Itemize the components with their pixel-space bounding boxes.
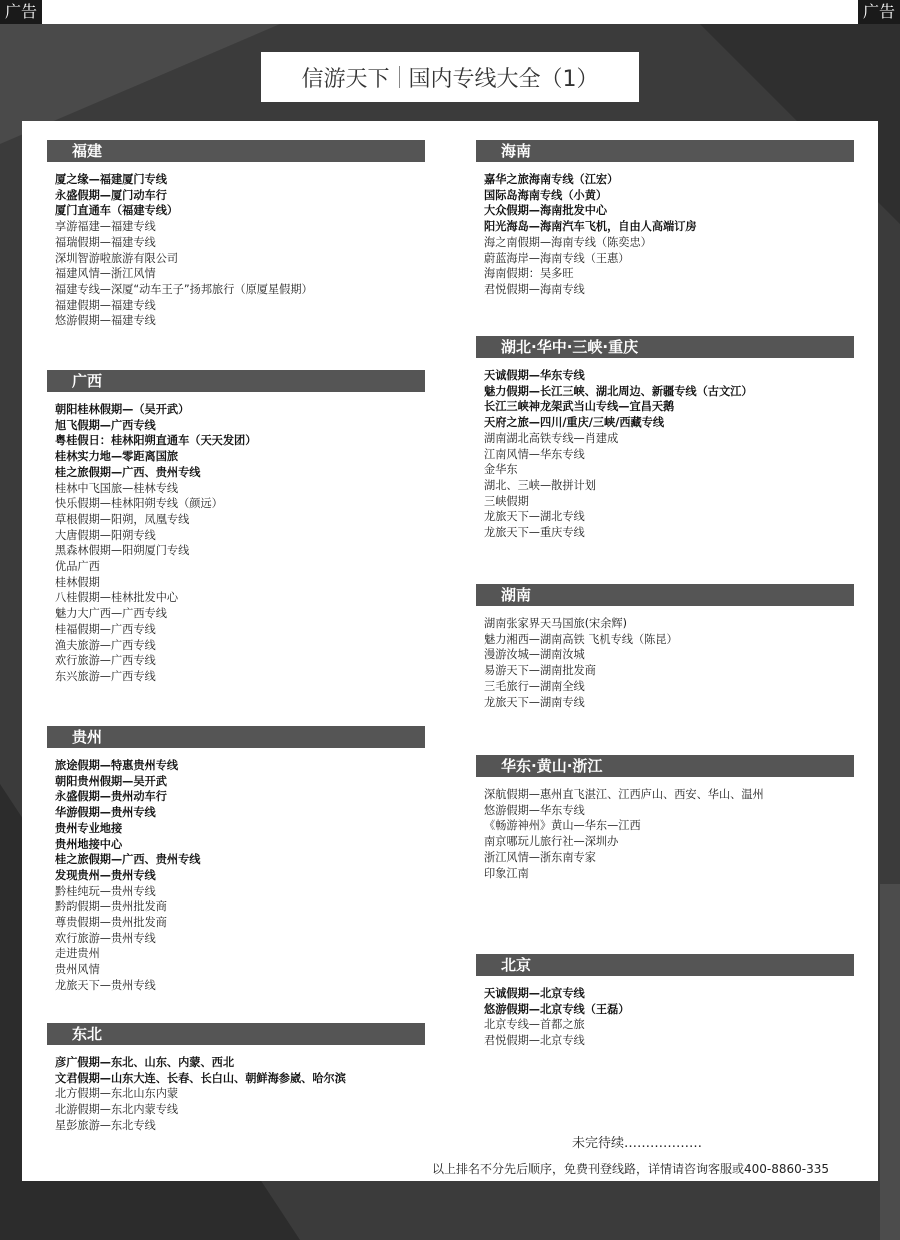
title-left: 信游天下: [301, 66, 390, 92]
section-heading: 湖南: [476, 584, 854, 606]
list-item: 漫游汝城—湖南汝城: [484, 648, 585, 662]
list-item: 天诚假期—北京专线: [484, 987, 585, 1000]
list-item: 三峡假期: [484, 494, 529, 508]
list-item: 龙旅天下—贵州专线: [55, 978, 156, 992]
section-heading: 广西: [47, 370, 425, 392]
list-item: 桂林假期: [55, 575, 100, 589]
section-list: [55, 758, 425, 994]
section-heading: 东北: [47, 1023, 425, 1045]
section-heading: 华东·黄山·浙江: [476, 755, 854, 777]
list-item: 快乐假期—桂林阳朔专线（颜远）: [55, 497, 223, 511]
list-item: 华游假期—贵州专线: [55, 806, 156, 820]
section-list: [55, 172, 425, 329]
list-item: 桂之旅假期—广西、贵州专线: [55, 853, 201, 867]
list-item: 龙旅天下—重庆专线: [484, 526, 585, 540]
list-item: 福建风情—浙江风情: [55, 267, 156, 281]
list-item: 北京专线—首都之旅: [484, 1018, 585, 1032]
to-be-continued: 未完待续………………: [572, 1136, 703, 1151]
list-item: 国际岛海南专线（小黄）: [484, 188, 608, 202]
section-list: [484, 787, 854, 881]
list-item: 北游假期—东北内蒙专线: [55, 1103, 179, 1117]
list-item: 渔夫旅游—广西专线: [55, 638, 156, 652]
list-item: 龙旅天下—湖南专线: [484, 695, 585, 709]
list-item: 贵州地接中心: [55, 837, 123, 851]
list-item: 星彭旅游—东北专线: [55, 1118, 156, 1132]
section-heading: 海南: [476, 140, 854, 162]
section-list: [484, 172, 854, 298]
section-list: [484, 986, 854, 1049]
list-item: 深航假期—惠州直飞湛江、江西庐山、西安、华山、温州: [484, 788, 764, 801]
list-item: 易游天下—湖南批发商: [484, 664, 596, 678]
list-item: 尊贵假期—贵州批发商: [55, 916, 167, 930]
section-fujian: [47, 140, 425, 329]
section-hubei: [476, 336, 854, 541]
section-hunan: [476, 584, 854, 710]
section-list: [55, 1055, 425, 1134]
section-list: [484, 616, 854, 710]
list-item: 旅途假期—特惠贵州专线: [55, 759, 179, 772]
list-item: 厦之缘—福建厦门专线: [55, 173, 167, 186]
list-item: 南京哪玩儿旅行社—深圳办: [484, 835, 619, 849]
list-item: 草根假期—阳朔，凤凰专线: [55, 512, 190, 526]
list-item: 桂福假期—广西专线: [55, 622, 156, 636]
list-item: 桂之旅假期—广西、贵州专线: [55, 465, 201, 479]
list-item: 福建假期—福建专线: [55, 298, 156, 312]
list-item: 黑森林假期—阳朔厦门专线: [55, 544, 190, 558]
list-item: 嘉华之旅海南专线（江宏）: [484, 173, 619, 186]
list-item: 君悦假期—北京专线: [484, 1034, 585, 1048]
list-item: 魅力假期—长江三峡、湖北周边、新疆专线（古文江）: [484, 384, 753, 398]
list-item: 优品广西: [55, 560, 100, 574]
list-item: 金华东: [484, 463, 518, 477]
footer-note: 以上排名不分先后顺序，免费刊登线路，详情请咨询客服或400-8860-335: [432, 1162, 830, 1176]
section-heading: 北京: [476, 954, 854, 976]
list-item: 海南假期：吴多旺: [484, 267, 574, 281]
list-item: 欢行旅游—广西专线: [55, 654, 156, 668]
list-item: 浙江风情—浙东南专家: [484, 850, 596, 864]
list-item: 龙旅天下—湖北专线: [484, 510, 585, 524]
section-heading: 贵州: [47, 726, 425, 748]
list-item: 文君假期—山东大连、长春、长白山、朝鲜海参崴、哈尔滨: [55, 1071, 346, 1085]
section-heading: 湖北·华中·三峡·重庆: [476, 336, 854, 358]
list-item: 湖南湖北高铁专线—肖建成: [484, 431, 619, 445]
list-item: 福建专线—深厦“动车王子”扬邦旅行（原厦星假期）: [55, 282, 313, 296]
section-huadong: [476, 755, 854, 881]
list-item: 朝阳桂林假期—（吴开武）: [55, 403, 190, 416]
list-item: 彦广假期—东北、山东、内蒙、西北: [55, 1056, 235, 1069]
list-item: 东兴旅游—广西专线: [55, 669, 156, 683]
list-item: 欢行旅游—贵州专线: [55, 931, 156, 945]
page-title: [261, 52, 639, 102]
list-item: 蔚蓝海岸—海南专线（王惠）: [484, 251, 630, 265]
list-item: 天府之旅—四川/重庆/三峡/西藏专线: [484, 416, 665, 430]
list-item: 贵州风情: [55, 963, 100, 977]
list-item: 黔韵假期—贵州批发商: [55, 900, 167, 914]
list-item: 阳光海岛—海南汽车飞机，自由人高端订房: [484, 220, 697, 234]
section-list: [484, 368, 854, 541]
list-item: 永盛假期—厦门动车行: [55, 188, 167, 202]
list-item: 旭飞假期—广西专线: [55, 418, 156, 432]
list-item: 走进贵州: [55, 947, 100, 961]
list-item: 《畅游神州》黄山—华东—江西: [484, 819, 641, 833]
list-item: 悠游假期—福建专线: [55, 314, 156, 328]
list-item: 八桂假期—桂林批发中心: [55, 591, 179, 605]
list-item: 海之南假期—海南专线（陈奕忠）: [484, 235, 652, 249]
list-item: 福瑞假期—福建专线: [55, 235, 156, 249]
list-item: 粤桂假日：桂林阳朔直通车（天天发团）: [55, 434, 257, 448]
list-item: 厦门直通车（福建专线）: [55, 204, 179, 218]
list-item: 君悦假期—海南专线: [484, 282, 585, 296]
top-white-bar: [0, 0, 900, 24]
list-item: 魅力大广西—广西专线: [55, 607, 167, 621]
list-item: 深圳智游啦旅游有限公司: [55, 251, 179, 265]
list-item: 湖北、三峡—散拼计划: [484, 478, 596, 492]
list-item: 永盛假期—贵州动车行: [55, 790, 167, 804]
list-item: 江南风情—华东专线: [484, 447, 585, 461]
section-heading: 福建: [47, 140, 425, 162]
list-item: 悠游假期—华东专线: [484, 803, 585, 817]
list-item: 桂林实力地—零距离国旅: [55, 450, 179, 464]
section-beijing: [476, 954, 854, 1049]
section-list: [55, 402, 425, 685]
section-guizhou: [47, 726, 425, 994]
list-item: 悠游假期—北京专线（王磊）: [484, 1002, 630, 1016]
ad-tag-right: 广告: [858, 0, 900, 24]
title-right: 国内专线大全（1）: [408, 66, 599, 92]
list-item: 贵州专业地接: [55, 821, 123, 835]
list-item: 长江三峡神龙架武当山专线—宜昌天鹅: [484, 400, 675, 414]
list-item: 大众假期—海南批发中心: [484, 204, 608, 218]
list-item: 发现贵州—贵州专线: [55, 868, 156, 882]
list-item: 享游福建—福建专线: [55, 220, 156, 234]
section-dongbei: [47, 1023, 425, 1134]
section-guangxi: [47, 370, 425, 685]
section-hainan: [476, 140, 854, 298]
list-item: 黔桂纯玩—贵州专线: [55, 884, 156, 898]
list-item: 天诚假期—华东专线: [484, 369, 585, 382]
list-item: 桂林中飞国旅—桂林专线: [55, 481, 179, 495]
list-item: 印象江南: [484, 866, 529, 880]
list-item: 三毛旅行—湖南全线: [484, 679, 585, 693]
list-item: 朝阳贵州假期—吴开武: [55, 774, 167, 788]
list-item: 大唐假期—阳朔专线: [55, 528, 156, 542]
list-item: 湖南张家界天马国旅(宋余辉): [484, 617, 627, 630]
list-item: 魅力湘西—湖南高铁 飞机专线（陈昆）: [484, 632, 678, 646]
title-separator: [399, 66, 400, 88]
ad-tag-left: 广告: [0, 0, 42, 24]
list-item: 北方假期—东北山东内蒙: [55, 1087, 179, 1101]
